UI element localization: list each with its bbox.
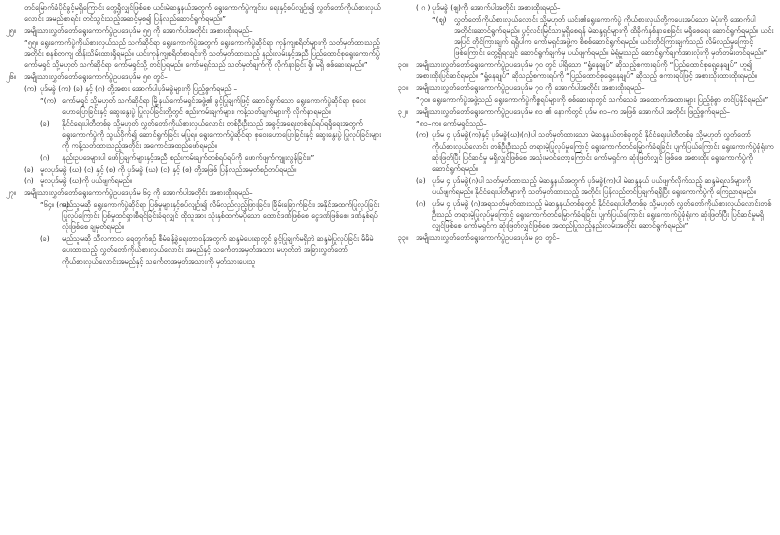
right-paragraph <box>398 129 774 174</box>
paragraph-text: အမျိုးသားလွှတ်တော်ရွေးကောက်ပွဲဥပဒေပုဒ်မ ၆၄ ကို အောက်ပါအတိုင်း အစားထိုးရမည်– <box>24 188 253 198</box>
paragraph-text: အမျိုးသားလွှတ်တော်ရွေးကောက်ပွဲဥပဒေပုဒ်မ ၇၀ တွင် ပါရှိသော “ရှုံ့နေချုပ်” ဆိုသည့်စကားရပ်ကို “ပြည်ထောင်စုရှေ့နေချုပ်” ဟူ၍ အစားထိုးပြင်ဆင်ရမည်။ “ရှုံ့နေချုပ်” ဆိုသည့်စကားရပ်ကို “ပြည်ထောင်စုရှေ့နေချုပ်” ဆိုသည့် စကားရပ်ဖြင့် အစားသိုးထားထိုးရမည်။ <box>416 60 757 81</box>
section-number: ၂၇။ <box>6 188 16 198</box>
right-paragraph <box>398 94 774 105</box>
left-paragraph <box>6 95 382 117</box>
paragraph-text: နိုင်ငံရေးပါတီတစ်ခု သို့မဟုတ် လွှတ်တော်ကိုယ်စားလှယ်လောင်း တစ်ဦးဦးသည် အခွင့်အရေးတစ်ရပ်ရပ်ရရှိရေးအတွက် ရွေးကောက်ပွဲကို သွယ်ဝိုက်၍ ဆောင်ရွက်ခြင်း မပြုရ။ ရွေးကောက်ပွဲဆိုင်ရာ စုဝေးဟောပြောခြင်းနှင့် ဆွေးနွေးပွဲ ပြုလုပ်ခြင်းများကို ကန့်သတ်ထားသည့်အတိုင်း အကောင်အထည်ဖော်ရမည်။ <box>62 118 381 150</box>
subclause-label: (ခ) <box>40 234 50 244</box>
clause-label: (က) <box>24 83 37 93</box>
paragraph-text: မည်သူမဆို သီလကာလ ရေတွက်စဉ် စီမံခန့်ခွဲရေးတာဝန်အတွက် ဆန္ဒမဲပေးရာတွင် ခွင့်ပြုချက်မရှိဘဲ ဆန္ဒမဲပြုလုပ်ခြင်း မိမိမဲပေးထားသည့် လွှတ်တော်ကိုယ်စားလှယ်လောင်း အမည်နှင့် သင်္ကေတအမှတ်အသား မဟုတ်ဘဲ အခြားလွှတ်တော်ကိုယ်စားလှယ်လောင်းအမည်နှင့် သင်္ကေတအမှတ်အသားကို မှတ်သားပေးသူ <box>62 234 374 266</box>
left-paragraph <box>6 118 382 152</box>
right-paragraph <box>398 2 774 13</box>
right-paragraph <box>398 175 774 197</box>
subclause-label: (ခ) <box>40 118 50 128</box>
paragraph-text: ပုဒ်မခွဲ (ဈ)ကို အောက်ပါအတိုင်း အစားထိုးရမည်– <box>432 3 561 12</box>
paragraph-text: ပုဒ်မ ၄ ပုဒ်မခွဲ(ဂ)ပါ သတ်မှတ်ထားသည့် မဲဆန္ဒနယ်အတွက် ပုဒ်မခွဲ(က)ပါ မဲဆန္ဒနယ် ပယ်ဖျက်လိုက်သည့် ဆန္ဒမဲရလဒ်များကို ပယ်ဖျက်ရမည်။ နိုင်ငံရေးပါတီများကို သတ်မှတ်ထားသည့် အတိုင်း ပြန်လည်တင်ပြချက်ရရှိပြီး ရွေးကောက်ပွဲကို ကြေညာရမည်။ <box>432 175 756 196</box>
clause-label: (က) <box>416 130 429 140</box>
paragraph-text: လွှတ်တော်ကိုယ်စားလှယ်လောင်း သို့မဟုတ် ယင်း၏ရွေးကောက်ပွဲ ကိုယ်စားလှယ်တို့ကပေးအပ်သော မဲပုံးကို အောက်ပါအတိုင်းဆောင်ရွက်ရမည်။ ပွင့်လင်းမြင်သာမှုရှိစေရန် မဲဆန္ဒရှင်များကို ထိခိုက်နစ်နာစေခြင်း မရှိစေရေး ဆောင်ရွက်ရမည်။ ယင်းအပြင် တိုင်ကြားချက် ရရှိပါက ကော်မရှင်အဖွဲ့က စိစစ်ဆောင်ရွက်ရမည်။ ယင်းတိုင်ကြားချက်သည် လိမ်လည်မှုကြောင့် ဖြစ်ကြောင်း တွေ့ရှိရလျှင် ဆောင်ရွက်ချက်မှ ပယ်ဖျက်ရမည်။ မဲရုံမှူးသည် ဆောင်ရွက်ချက်အားလုံးကို မှတ်တမ်းတင်ရမည်။” <box>454 14 774 58</box>
paragraph-text: ကော်မရှင် သို့မဟုတ် သက်ဆိုင်ရာ မြို့နယ်ကော်မရှင်အဖွဲ့၏ ခွင့်ပြုချက်ဖြင့် ဆောင်ရွက်သော ရွေးကောက်ပွဲဆိုင်ရာ စုဝေးဟောပြောခြင်းနှင့် ဆွေးနွေးပွဲ ပြုလုပ်ခြင်းတို့တွင် စည်းကမ်းချက်များ၊ ကန့်သတ်ချက်များကို လိုက်နာရမည်။ <box>62 95 366 116</box>
clause-label: (ခ) <box>24 164 34 174</box>
right-paragraph <box>398 59 774 81</box>
right-paragraph <box>398 198 774 232</box>
left-paragraph <box>6 175 382 186</box>
subclause-label: “၆၄။ (က) <box>40 199 69 209</box>
paragraph-text: “၅၅။ ရွေးကောက်ပွဲကိုယ်စားလှယ်သည် သက်ဆိုင်ရာ ရွေးကောက်ပွဲအတွက် ရွေးကောက်ပွဲဆိုင်ရာ ကုန်ကျစရိတ်များကို သတ်မှတ်ထားသည့်အတိုင်း စနစ်တကျ ထိန်းသိမ်းထားရှိရမည်။ ယင်းကုန်ကျစရိတ်စာရင်းကို သတ်မှတ်ထားသည့် နည်းလမ်းနှင့်အညီ ပြည်ထောင်စုရွေးကောက်ပွဲကော်မရှင် သို့မဟုတ် သက်ဆိုင်ရာ ကော်မရှင်သို့ တင်ပြရမည်။ ကော်မရှင်သည် သတ်မှတ်ချက်ကို လိုက်နာခြင်း ရှိ၊ မရှိ စစ်ဆေးရမည်။” <box>24 37 380 70</box>
left-paragraph <box>6 199 382 233</box>
right-paragraph <box>398 118 774 129</box>
left-paragraph <box>6 233 382 267</box>
section-number: ၃၀။ <box>398 60 409 70</box>
paragraph-text: အမျိုးသားလွှတ်တော်ရွေးကောက်ပွဲဥပဒေပုဒ်မ ၈၁ ၏ နောက်တွင် ပုဒ်မ ၈၁–က အဖြစ် အောက်ပါ အတိုင်း ဖြည့်စွက်ရမည်– <box>416 106 730 116</box>
clause-label: (ဂ) <box>24 176 34 186</box>
clause-label: (ခ) <box>416 175 426 185</box>
paragraph-text: အမျိုးသားလွှတ်တော်ရွေးကောက်ပွဲဥပဒေပုဒ်မ ၉၁ တွင်– <box>416 233 560 242</box>
section-number: ၃၂။ <box>398 106 408 116</box>
subclause-label: “(က) <box>40 95 57 105</box>
section-number: ၃၃။ <box>398 233 409 242</box>
left-paragraph <box>6 25 382 36</box>
paragraph-text: မူလပုဒ်မခွဲ (ဃ)ကို ပယ်ဖျက်ရမည်။ <box>40 176 132 186</box>
left-paragraph <box>6 2 382 24</box>
paragraph-text: “၇၀။ ရွေးကောက်ပွဲအဖွဲ့သည် ရွေးကောက်ပွဲကိစ္စရပ်များကို စစ်ဆေးရာတွင် သက်သေခံ အထောက်အထားများ ပြည့်စုံစွာ တင်ပြနိုင်ရမည်။” <box>416 95 769 104</box>
right-paragraph <box>398 106 774 117</box>
left-paragraph <box>6 152 382 163</box>
paragraph-text: အမျိုးသားလွှတ်တော်ရွေးကောက်ပွဲဥပဒေပုဒ်မ ၅၈ တွင်– <box>24 72 168 81</box>
left-paragraph <box>6 187 382 198</box>
paragraph-text: အမျိုးသားလွှတ်တော်ရွေးကောက်ပွဲဥပဒေပုဒ်မ ၅၅ ကို အောက်ပါအတိုင်း အစားထိုးရမည်– <box>24 26 253 35</box>
subclause-label: (ဂ) <box>40 152 50 162</box>
left-paragraph <box>6 71 382 82</box>
paragraph-text: တင်မြောက်ခံပိုင်ခွင့်မရှိကြောင်း တွေ့ရှိလျှင်ဖြစ်စေ ယင်းမဲဆန္ဒနယ်အတွက် ရွေးကောက်ပွဲကျင်းပ ရေးနှင့်စပ်လျဉ်း၍ လွှတ်တော်ကိုယ်စားလှယ်လောင်း အမည်စာရင်း တင်သွင်းသည့်အဆင့်မှစ၍ ပြန်လည်ဆောင်ရွက်ရမည်။” <box>24 3 381 24</box>
paragraph-text: ပုဒ်မ ၄ ပုဒ်မခွဲ (ဂ)အရသတ်မှတ်ထားသည့် မဲဆန္ဒနယ်တစ်ခုတွင် နိုင်ငံရေးပါတီတစ်ခု သို့မဟုတ် လွှတ်တော်ကိုယ်စားလှယ်လောင်းတစ်ဦးသည် တရားမဲ့ပြုလုပ်မှုကြောင့် ရွေးကောက်တင်မြှောက်ခံရခြင်း ပျက်ပြယ်ကြောင်း ရွေးကောက်ပွဲခုံရုံးက ဆုံးဖြတ်ပြီး ပြင်ဆင်မှုမရှိလျှင်ဖြစ်စေ ကော်မရှင်က ဆုံးဖြတ်လျှင်ဖြစ်စေ အထည်ပြုသည့်နည်းလမ်းအတိုင်း ဆောင်ရွက်ရမည်။” <box>432 198 772 231</box>
section-number: ၂၅။ <box>6 26 16 35</box>
paragraph-text: မည်သူမဆို ရွေးကောက်ပွဲဆိုင်ရာ ပြစ်မှုများနှင့်စပ်လျဉ်း၍ လိမ်လည်လှည့်ဖြားခြင်း၊ ခြိမ်းခြောက်ခြင်း၊ အနိုင်အထက်ပြုလုပ်ခြင်း ပြုလုပ်ကြောင်း ပြစ်မှုထင်ရှားစီရင်ခြင်းခံရလျှင် ထိုသူအား သုံးနှစ်ထက်မပိုသော ထောင်ဒဏ်ဖြစ်စေ ငွေဒဏ်ဖြစ်စေ၊ ဒဏ်နှစ်ရပ်လုံးဖြစ်စေ ချမှတ်ရမည်။ <box>62 199 380 232</box>
paragraph-text: ပုဒ်မ ၄ ပုဒ်မခွဲ(က)နှင့် ပုဒ်မခွဲ(ဃ)၊(ဂ)ပါ သတ်မှတ်ထားသော မဲဆန္ဒနယ်တစ်ခုတွင် နိုင်ငံရေးပါတီတစ်ခု သို့မဟုတ် လွှတ်တော်ကိုယ်စားလှယ်လောင်း တစ်ဦးဦးသည် တရားမဲ့ပြုလုပ်မှုကြောင့် ရွေးကောက်တင်မြှောက်ခံရခြင်း ပျက်ပြယ်ကြောင်း ရွေးကောက်ပွဲခုံရုံးက ဆုံးဖြတ်ပြီး ပြင်ဆင်မှု မရှိလျှင်ဖြစ်စေ အသုံးမဝင်တော့ကြောင်း ကော်မရှင်က ဆုံးဖြတ်လျှင် ဖြစ်စေ အစားထိုး ရွေးကောက်ပွဲကို ဆောင်ရွက်ရမည်။ <box>432 130 774 173</box>
right-paragraph <box>398 14 774 59</box>
left-paragraph <box>6 164 382 175</box>
section-number: ၂၆။ <box>6 72 16 81</box>
subclause-label: “(ဈ) <box>432 14 447 24</box>
paragraph-text: အမျိုးသားလွှတ်တော်ရွေးကောက်ပွဲဥပဒေပုဒ်မ ၇၀ ကို အောက်ပါအတိုင်း အစားထိုးရမည်– <box>416 83 645 93</box>
left-paragraph <box>6 37 382 71</box>
left-paragraph <box>6 83 382 94</box>
paragraph-text: ပုဒ်မခွဲ (က) (ခ) နှင့် (ဂ) တို့အစား အောက်ပါပုဒ်မခွဲများကို ပြည့်စွက်ရမည် – <box>40 83 238 93</box>
section-number: ၃၁။ <box>398 83 409 93</box>
paragraph-text: နည်းဥပဒေများပါ ဖော်ပြချက်များနှင့်အညီ စည်းကမ်းချက်တစ်ရပ်ရပ်ကို ဖောက်ဖျက်ကျူးလွန်ခြင်း။” <box>62 152 315 162</box>
clause-label: ( ဂ ) <box>416 3 431 12</box>
left-column <box>0 0 388 535</box>
right-paragraph <box>398 232 774 243</box>
paragraph-text: မူလပုဒ်မခွဲ (ဃ) (င) နှင့် (စ) ကို ပုဒ်မခွဲ (ဃ) (င) နှင့် (စ) တို့အဖြစ် ပြန်လည်အမှတ်စဉ်တပ်ရမည်။ <box>40 164 297 174</box>
right-column <box>388 0 780 535</box>
right-paragraph <box>398 82 774 93</box>
paragraph-text: “၈၁–က။ ကော်မရှင်သည်– <box>416 118 487 128</box>
clause-label: (ဂ) <box>416 198 426 208</box>
